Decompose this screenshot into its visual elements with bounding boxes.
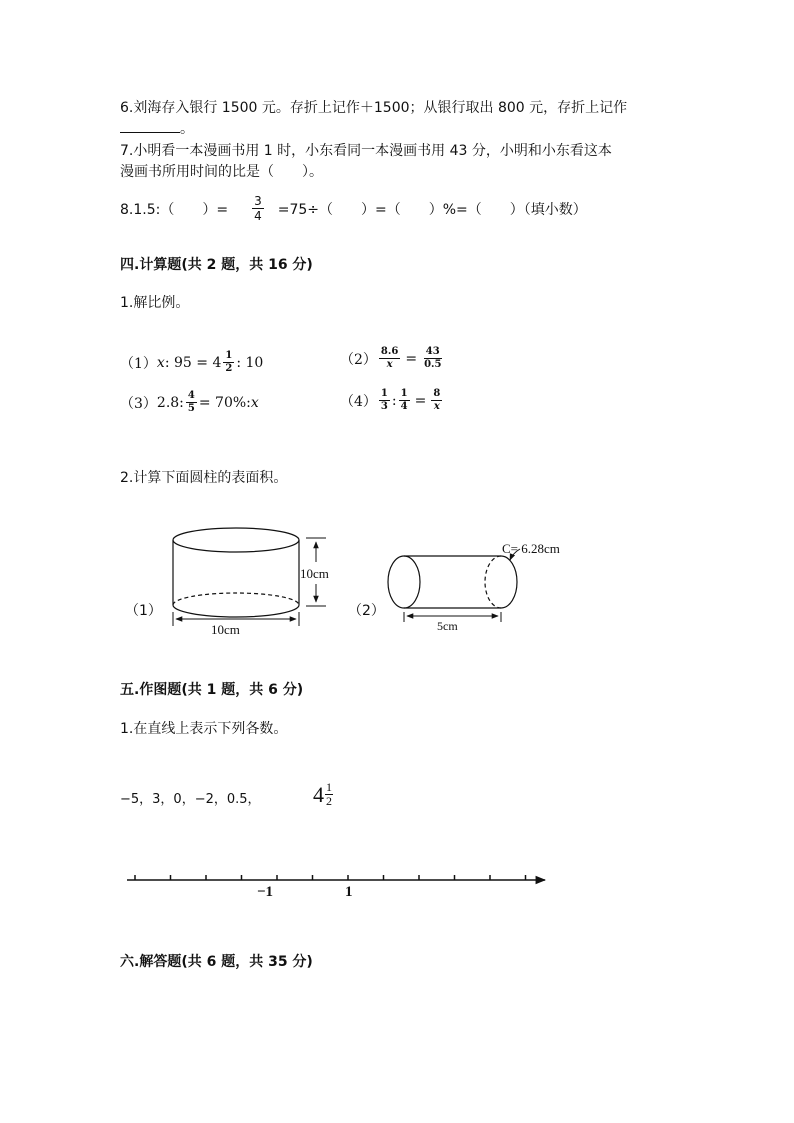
question-6-tail: 。 xyxy=(180,121,194,137)
fraction-denominator: 0.5 xyxy=(424,359,442,370)
cylinder-2-length-label: 5cm xyxy=(437,619,458,633)
fraction-denominator: 3 xyxy=(380,401,388,412)
section-5-title: 五.作图题(共 1 题，共 6 分) xyxy=(120,682,304,698)
question-6-text: 6.刘海存入银行 1500 元。存折上记作＋1500；从银行取出 800 元，存折上记作 xyxy=(120,100,628,116)
fraction-numerator: 4 xyxy=(187,390,195,401)
variable-x: x xyxy=(156,354,165,371)
section-4-title: 四.计算题(共 2 题，共 16 分) xyxy=(120,257,313,273)
figure-1-label: （1） xyxy=(125,603,162,619)
fraction-denominator: 4 xyxy=(254,209,262,223)
question-7-line2: 漫画书所用时间的比是（ ）。 xyxy=(120,164,323,180)
expression-part: = 70%: xyxy=(198,394,251,411)
mixed-whole: 4 xyxy=(313,781,324,807)
fraction-numerator: 1 xyxy=(326,780,332,794)
section-6-title: 六.解答题(共 6 题，共 35 分) xyxy=(120,954,313,970)
fraction-numerator: 1 xyxy=(225,350,233,361)
fraction-denominator: 5 xyxy=(187,403,195,414)
axis-label-neg1: −1 xyxy=(257,884,274,900)
colon: : xyxy=(391,392,397,409)
section-5-problem-1-title: 1.在直线上表示下列各数。 xyxy=(120,721,288,737)
section-4-problem-2-title: 2.计算下面圆柱的表面积。 xyxy=(120,470,288,486)
fraction-numerator: 1 xyxy=(380,388,388,399)
expression-part: : 95 = 4 xyxy=(164,354,222,371)
item-label: （4） xyxy=(340,393,377,410)
cylinder-2-circumference-label: C= 6.28cm xyxy=(502,541,560,556)
item-label: （1） xyxy=(120,355,157,372)
fraction-denominator: x xyxy=(386,359,393,370)
equals-sign: = xyxy=(405,350,418,367)
fraction-numerator: 3 xyxy=(254,194,262,208)
expression-part: : 10 xyxy=(236,354,264,371)
question-7-line1: 7.小明看一本漫画书用 1 时，小东看同一本漫画书用 43 分，小明和小东看这本 xyxy=(120,143,612,159)
fraction-numerator: 8 xyxy=(433,388,441,399)
number-line[interactable] xyxy=(127,875,545,880)
question-8-suffix: =75÷（ ）=（ ）%=（ ）（填小数） xyxy=(277,201,587,218)
mixed-number xyxy=(313,781,333,808)
expression-part: 2.8: xyxy=(156,394,184,411)
item-label: （2） xyxy=(340,351,377,368)
fraction-numerator: 8.6 xyxy=(380,346,399,357)
fraction-numerator: 43 xyxy=(425,346,440,357)
section-4-problem-1-title: 1.解比例。 xyxy=(120,295,190,311)
mixed-fraction xyxy=(325,781,333,808)
numbers-to-plot: −5，3，0，−2，0.5， xyxy=(120,792,261,807)
fraction-denominator: 4 xyxy=(400,401,408,412)
variable-x: x xyxy=(250,394,259,411)
cylinder-1-height-label: 10cm xyxy=(300,566,329,581)
figure-2-label: （2） xyxy=(348,603,385,619)
fraction-numerator: 1 xyxy=(400,388,408,399)
axis-label-1: 1 xyxy=(345,884,353,900)
fraction-denominator: 2 xyxy=(225,363,233,374)
fraction-denominator: 2 xyxy=(326,794,332,808)
question-8-prefix: 8.1.5:（ ）= xyxy=(120,201,229,218)
fraction-denominator: x xyxy=(433,401,440,412)
equals-sign: = xyxy=(414,392,427,409)
cylinder-1-width-label: 10cm xyxy=(211,622,240,637)
item-label: （3） xyxy=(120,395,157,412)
cylinder-2-figure xyxy=(388,549,520,622)
